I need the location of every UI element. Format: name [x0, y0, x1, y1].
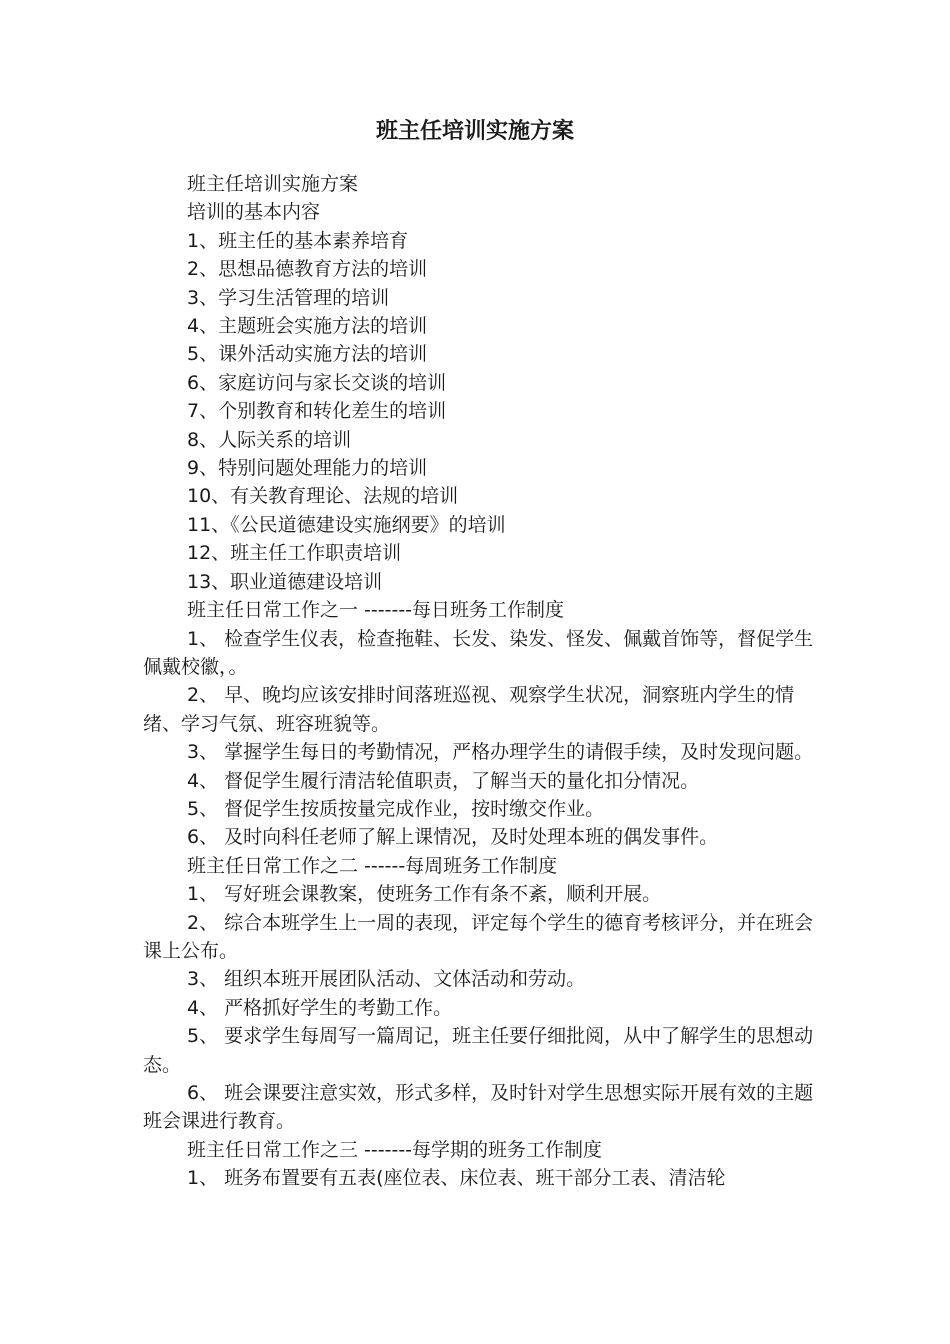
- paragraph: 6、 班会课要注意实效，形式多样，及时针对学生思想实际开展有效的主题班会课进行教育。: [143, 1082, 814, 1133]
- paragraph: 2、 早、晚均应该安排时间落班巡视、观察学生状况，洞察班内学生的情绪、学习气氛、班容班貌等。: [143, 684, 795, 735]
- paragraph: 13、职业道德建设培训: [187, 570, 383, 593]
- paragraph: 7、个别教育和转化差生的培训: [187, 400, 447, 423]
- paragraph: 5、 要求学生每周写一篇周记，班主任要仔细批阅，从中了解学生的思想动态。: [143, 1025, 814, 1076]
- paragraph: 6、家庭访问与家长交谈的培训: [187, 371, 447, 394]
- paragraph: 1、 班务布置要有五表(座位表、床位表、班干部分工表、清洁轮: [187, 1167, 726, 1190]
- paragraph: 4、 严格抓好学生的考勤工作。: [187, 996, 453, 1019]
- paragraph: 4、主题班会实施方法的培训: [187, 315, 428, 338]
- paragraph: 6、 及时向科任老师了解上课情况，及时处理本班的偶发事件。: [187, 826, 719, 849]
- paragraph: 班主任日常工作之一 -------每日班务工作制度: [187, 599, 565, 622]
- paragraph: 班主任培训实施方案: [187, 173, 359, 195]
- paragraph: 3、 组织本班开展团队活动、文体活动和劳动。: [187, 968, 586, 991]
- paragraph: 2、思想品德教育方法的培训: [187, 258, 428, 281]
- paragraph: 11、《公民道德建设实施纲要》的培训: [187, 513, 506, 536]
- paragraph: 9、特别问题处理能力的培训: [187, 457, 428, 480]
- paragraph: 10、有关教育理论、法规的培训: [187, 485, 459, 508]
- paragraph: 1、 写好班会课教案，使班务工作有条不紊，顺利开展。: [187, 883, 662, 906]
- paragraph: 2、 综合本班学生上一周的表现，评定每个学生的德育考核评分，并在班会课上公布。: [143, 911, 814, 962]
- paragraph: 班主任日常工作之二 ------每周班务工作制度: [187, 854, 558, 877]
- paragraph: 3、学习生活管理的培训: [187, 286, 390, 309]
- paragraph: 5、 督促学生按质按量完成作业，按时缴交作业。: [187, 797, 605, 820]
- paragraph: 5、课外活动实施方法的培训: [187, 343, 428, 366]
- paragraph: 3、 掌握学生每日的考勤情况，严格办理学生的请假手续，及时发现问题。: [187, 741, 814, 764]
- paragraph: 1、 检查学生仪表，检查拖鞋、长发、染发、怪发、佩戴首饰等，督促学生佩戴校徽，。: [143, 627, 814, 678]
- paragraph: 12、班主任工作职责培训: [187, 542, 402, 565]
- paragraph: 班主任日常工作之三 -------每学期的班务工作制度: [187, 1138, 603, 1161]
- paragraph: 1、班主任的基本素养培育: [187, 229, 409, 252]
- document-body: [143, 170, 823, 1193]
- paragraph: 8、人际关系的培训: [187, 428, 352, 451]
- paragraph: 培训的基本内容: [187, 201, 321, 224]
- document-title: 班主任培训实施方案: [375, 119, 574, 144]
- paragraph: 4、 督促学生履行清洁轮值职责，了解当天的量化扣分情况。: [187, 769, 700, 792]
